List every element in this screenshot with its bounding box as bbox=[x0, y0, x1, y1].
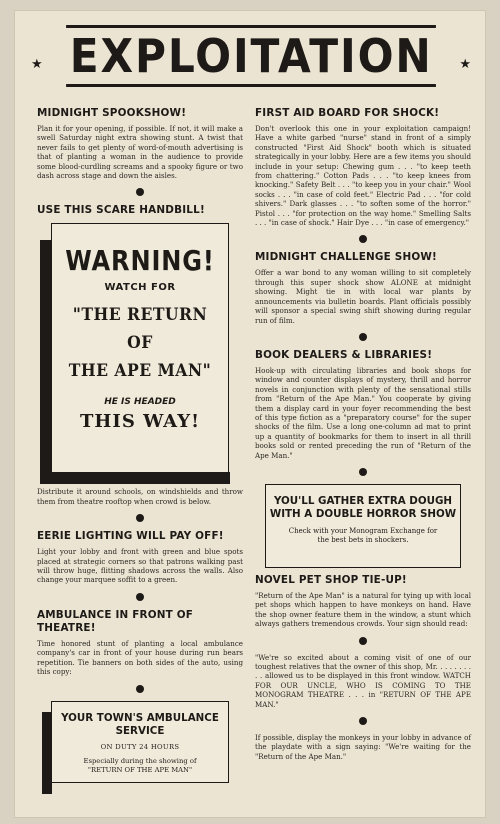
firstaid-body: Don't overlook this one in your exploitation campaign! Have a white garbed "nurse" stand in front of a simply constructed "First Aid Shock" booth which is situated strategically in your lobby. Here are a few items you should include in your setup: Chewing gum . . . "to keep teeth from chattering." Cotton Pads . . . "to keep knees from knocking." Safety Belt . . . "to keep you in your chair." Wool socks . . . "in case of cold feet." Electric Pad . . . "for cold shivers." Dark glasses . . . "to soften some of the horror." Pistol . . . "for protection on the way home." Smelling Salts . . . "in case of shock." Hair Dye . . . "in case of emergency." bbox=[255, 124, 471, 228]
handbill-warning: WARNING! bbox=[65, 244, 215, 278]
handbill-shadow bbox=[40, 240, 52, 476]
spookshow-body: Plan it for your opening, if possible. If not, it will make a swell Saturday night extra showing stunt. A twist that never fails to get plenty of word-of-mouth advertising is that of planting a woman in the audience to provide some blood-curdling screams and a spooky figure or two dash across stage and down the aisles. bbox=[37, 124, 243, 181]
scare-handbill bbox=[51, 223, 229, 473]
challenge-body: Offer a war bond to any woman willing to sit completely through this super shock show ALONE at midnight showing. Might tie in with local war plants by announcements via bulletin boards. Plant officials possibly will sponsor a special swing shift showing during regular run of film. bbox=[255, 268, 471, 325]
handbill-film-title: "THE RETURN OF bbox=[72, 305, 208, 354]
spookshow-section bbox=[37, 107, 243, 180]
ambulance-banner-title: YOUR TOWN'S AMBULANCE bbox=[61, 711, 219, 724]
ambulance-banner bbox=[51, 701, 229, 783]
left-column bbox=[37, 107, 243, 787]
ambulance-body: Time honored stunt of planting a local ambulance company's car in front of your house during run bears repetition. Tie banners on both sides of the auto, using this copy: bbox=[37, 638, 243, 677]
petshop-heading: NOVEL PET SHOP TIE-UP! bbox=[255, 573, 407, 586]
bullet-dot bbox=[136, 593, 144, 601]
masthead bbox=[15, 25, 487, 99]
handbill-heading: USE THIS SCARE HANDBILL! bbox=[37, 204, 205, 217]
ambulance-heading: THEATRE! bbox=[37, 621, 96, 634]
double-horror-body: Check with your Monogram Exchange for the best bets in shockers. bbox=[288, 526, 438, 545]
lighting-section bbox=[37, 530, 243, 585]
petshop-sign: "We're so excited about a coming visit of one of our toughest relatives that the owner of this shop, Mr. . . . . . . . . . allowed us to be displayed in this front window. WATCH FOR OUR UNCLE, WHO IS COMING TO THE MONOGRAM THEATRE . . . in "RETURN OF THE APE MAN." bbox=[255, 652, 471, 709]
books-heading: BOOK DEALERS & LIBRARIES! bbox=[255, 348, 433, 361]
lighting-body: Light your lobby and front with green and blue spots placed at strategic corners so that patrons walking past will throw huge, flitting shadows across the walls. Also change your marquee soffit to a green. bbox=[37, 547, 243, 585]
star-icon: ★ bbox=[31, 57, 43, 72]
books-section bbox=[255, 349, 471, 460]
bullet-dot bbox=[359, 235, 367, 243]
bullet-dot bbox=[359, 468, 367, 476]
handbill-headed: HE IS HEADED bbox=[104, 397, 176, 408]
bullet-dot bbox=[359, 637, 367, 645]
handbill-shadow bbox=[40, 472, 230, 484]
star-icon: ★ bbox=[459, 57, 471, 72]
petshop-body: "Return of the Ape Man" is a natural for tying up with local pet shops which happen to have monkeys on hand. Have the shop owner feature them in the window, a stunt which always gathers tremendous crowds. Your sign should read: bbox=[255, 590, 471, 629]
ambulance-heading: AMBULANCE IN FRONT OF bbox=[37, 608, 194, 621]
petshop-section bbox=[255, 574, 471, 761]
handbill-this-way: THIS WAY! bbox=[80, 411, 200, 433]
books-body: Hook-up with circulating libraries and book shops for window and counter displays of mystery, thrill and horror novels in conjunction with plenty of the sensational stills from "Return of the Ape Man." You cooperate by giving them a display card in your foyer recommending the best of this type fiction as a "preparatory course" for the super shocks of the film. Use a long one-column ad mat to print up a quantity of bookmarks for them to insert in all thrill books sold or rented preceding the run of "Return of the Ape Man." bbox=[255, 365, 471, 460]
firstaid-heading: FIRST AID BOARD FOR SHOCK! bbox=[255, 107, 440, 119]
double-horror-title: WITH A DOUBLE HORROR SHOW bbox=[269, 507, 457, 520]
poster-page bbox=[14, 10, 486, 818]
ambulance-banner-title: SERVICE bbox=[115, 724, 165, 737]
double-horror-box bbox=[265, 484, 461, 568]
bullet-dot bbox=[136, 685, 144, 693]
handbill-film-title: THE APE MAN" bbox=[68, 361, 212, 382]
bullet-dot bbox=[136, 514, 144, 522]
spookshow-heading: MIDNIGHT SPOOKSHOW! bbox=[37, 107, 187, 119]
ambulance-banner-duty: ON DUTY 24 HOURS bbox=[100, 742, 180, 751]
handbill-watch-for: WATCH FOR bbox=[104, 282, 176, 294]
bullet-dot bbox=[136, 188, 144, 196]
handbill-section bbox=[37, 204, 243, 506]
double-horror-title: YOU'LL GATHER EXTRA DOUGH bbox=[273, 494, 453, 507]
bullet-dot bbox=[359, 717, 367, 725]
challenge-heading: MIDNIGHT CHALLENGE SHOW! bbox=[255, 251, 437, 264]
banner-shadow bbox=[42, 712, 52, 794]
lighting-heading: EERIE LIGHTING WILL PAY OFF! bbox=[37, 530, 224, 543]
petshop-lobby: If possible, display the monkeys in your lobby in advance of the playdate with a sign saying: "We're waiting for the "Return of the Ape Man." bbox=[255, 733, 471, 761]
challenge-section bbox=[255, 251, 471, 324]
handbill-caption: Distribute it around schools, on windshields and throw them from theatre rooftop when crowd is below. bbox=[37, 487, 243, 506]
firstaid-section bbox=[255, 107, 471, 227]
ambulance-banner-special: Especially during the showing of bbox=[83, 756, 197, 765]
ambulance-banner-special: "RETURN OF THE APE MAN" bbox=[87, 765, 193, 774]
ambulance-section bbox=[37, 609, 243, 783]
page-title: EXPLOITATION bbox=[66, 25, 436, 87]
right-column bbox=[255, 107, 471, 765]
bullet-dot bbox=[359, 333, 367, 341]
